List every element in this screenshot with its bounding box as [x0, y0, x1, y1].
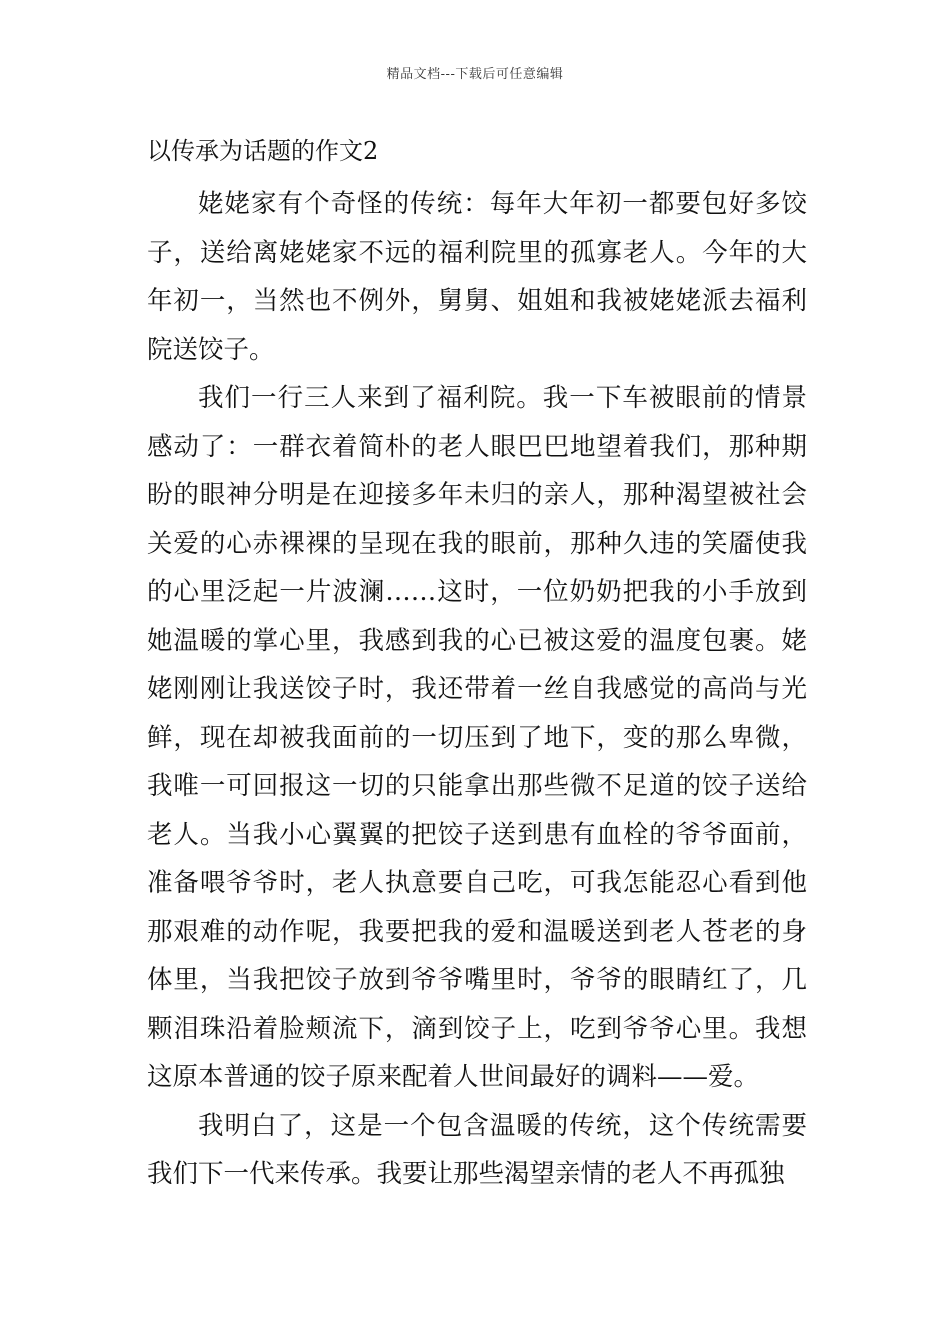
paragraph-3: 我明白了，这是一个包含温暖的传统，这个传统需要我们下一代来传承。我要让那些渴望亲情的老人不再孤独 [147, 1110, 807, 1189]
paragraph-2: 我们一行三人来到了福利院。我一下车被眼前的情景感动了：一群衣着简朴的老人眼巴巴地望着我们，那种期盼的眼神分明是在迎接多年未归的亲人，那种渴望被社会关爱的心赤裸裸的呈现在我的眼前，那种久违的笑靥使我的心里泛起一片波澜……这时，一位奶奶把我的小手放到她温暖的掌心里，我感到我的心已被这爱的温度包裹。姥姥刚刚让我送饺子时，我还带着一丝自我感觉的高尚与光鲜，现在却被我面前的一切压到了地下，变的那么卑微，我唯一可回报这一切的只能拿出那些微不足道的饺子送给老人。当我小心翼翼的把饺子送到患有血栓的爷爷面前，准备喂爷爷时，老人执意要自己吃，可我怎能忍心看到他那艰难的动作呢，我要把我的爱和温暖送到老人苍老的身体里，当我把饺子放到爷爷嘴里时，爷爷的眼睛红了，几颗泪珠沿着脸颊流下，滴到饺子上，吃到爷爷心里。我想这原本普通的饺子原来配着人世间最好的调料——爱。 [147, 383, 807, 1092]
document-body [147, 180, 807, 1199]
page-header: 精品文档---下载后可任意编辑 [386, 67, 564, 82]
document-title: 以传承为话题的作文2 [147, 137, 379, 165]
paragraph-1: 姥姥家有个奇怪的传统：每年大年初一都要包好多饺子，送给离姥姥家不远的福利院里的孤寡老人。今年的大年初一，当然也不例外，舅舅、姐姐和我被姥姥派去福利院送饺子。 [147, 189, 807, 365]
